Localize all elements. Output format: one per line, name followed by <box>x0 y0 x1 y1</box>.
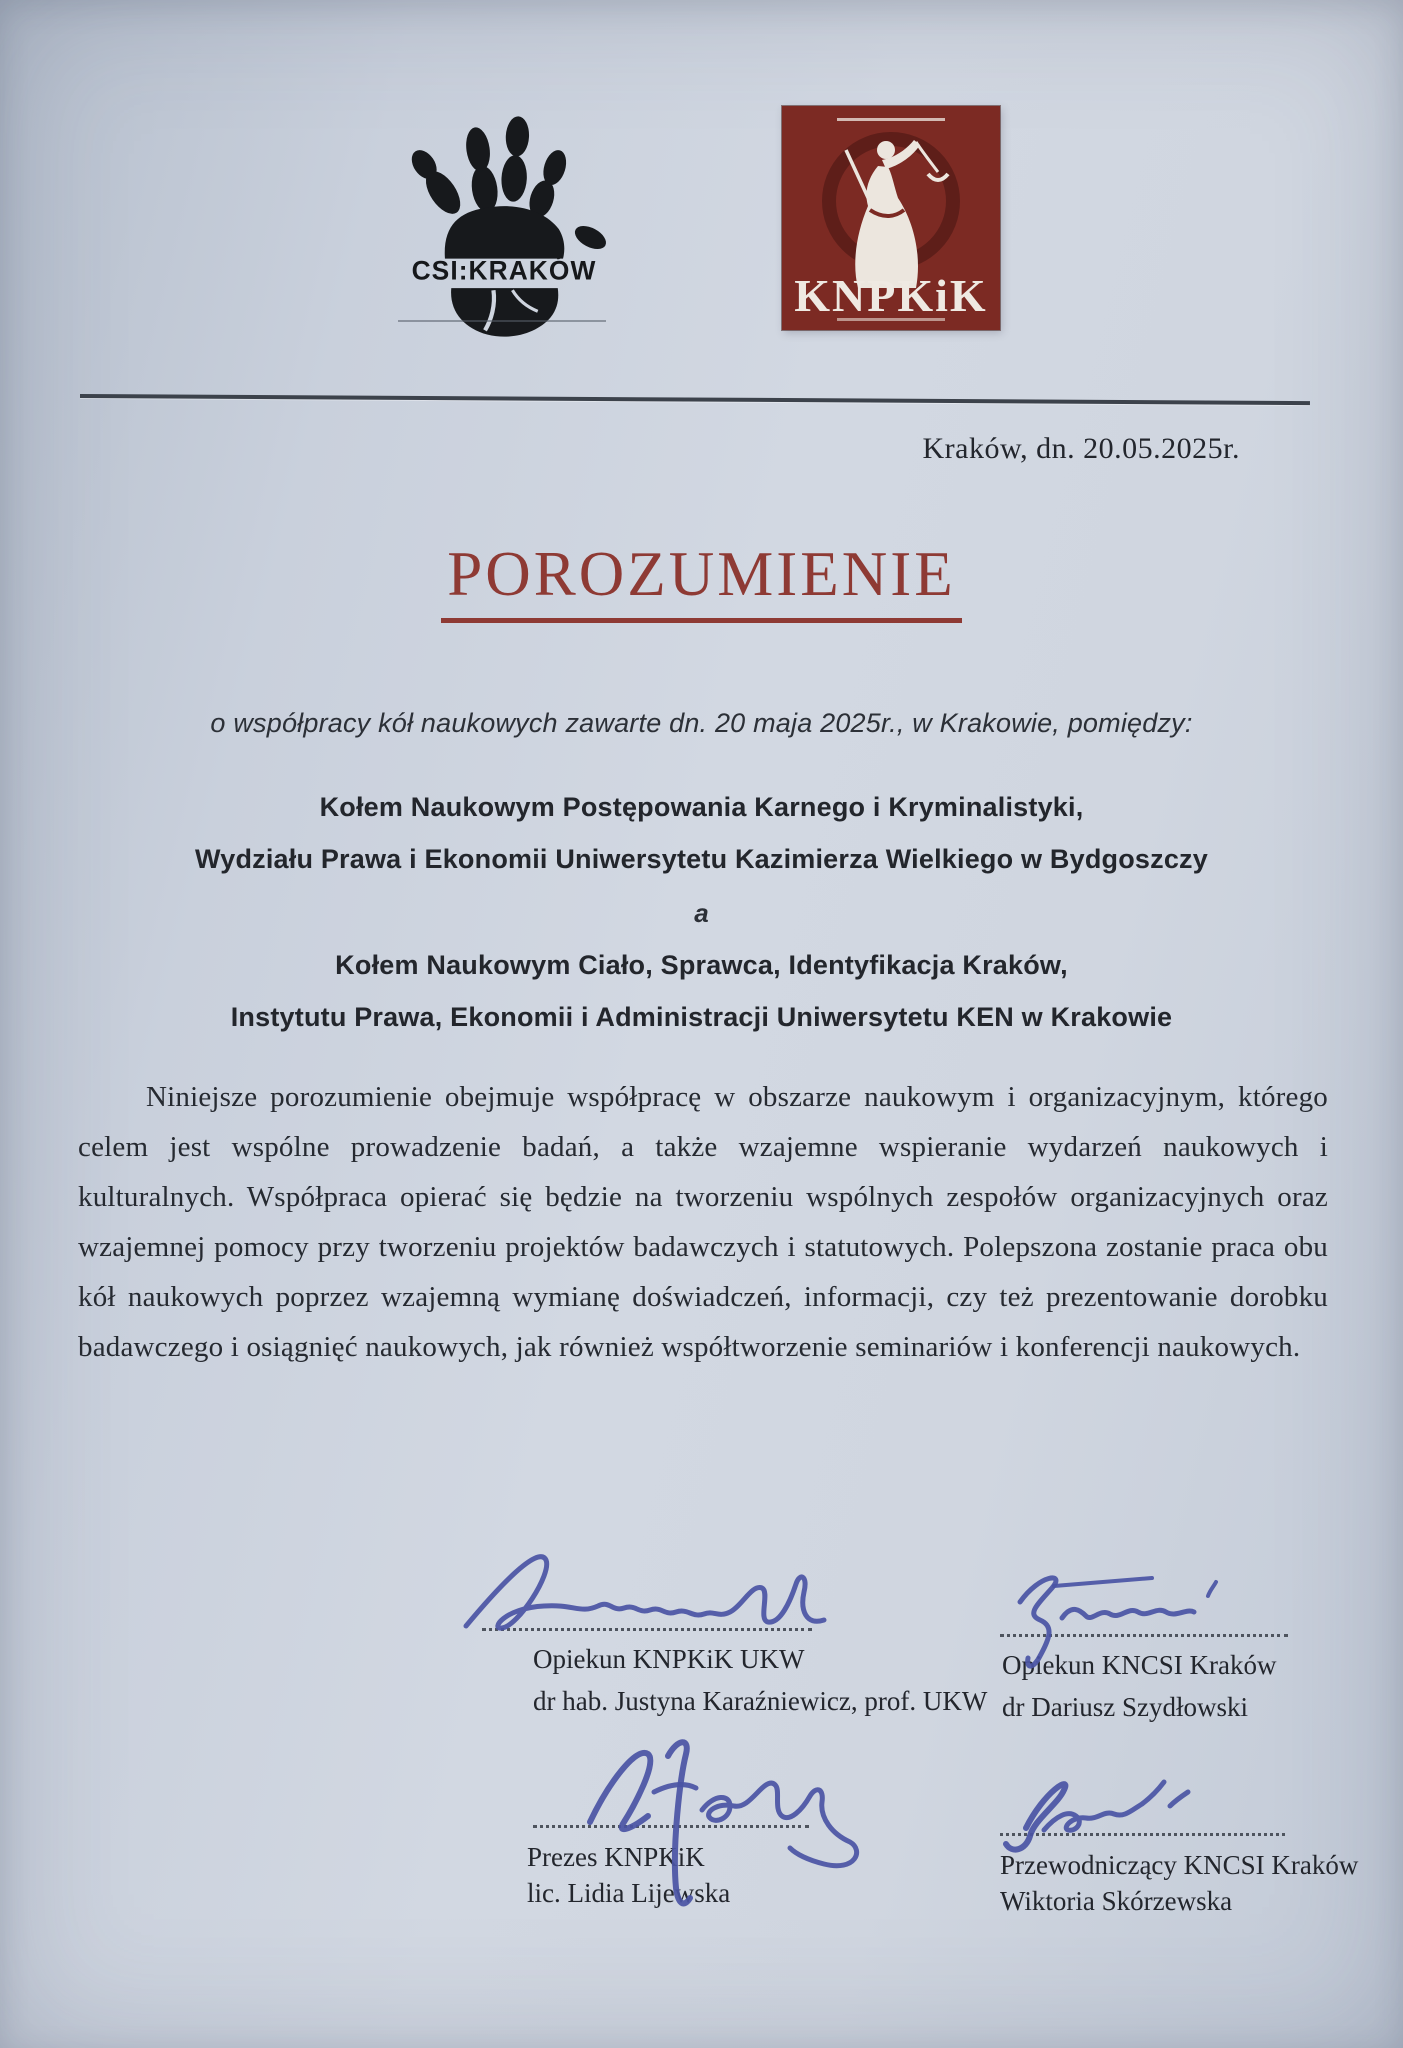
page-title: POROZUMIENIE <box>441 538 961 623</box>
signature-skorzewska <box>992 1766 1222 1866</box>
signature-lijewska <box>572 1726 862 1916</box>
signature-name: dr hab. Justyna Karaźniewicz, prof. UKW <box>533 1686 988 1716</box>
signature-name: lic. Lidia Lijewska <box>527 1878 731 1908</box>
party2-line2: Instytutu Prawa, Ekonomii i Administracji Uniwersytetu KEN w Krakowie <box>230 1002 1173 1032</box>
handprint-underline <box>398 320 606 322</box>
signature-role: Opiekun KNPKiK UKW <box>533 1644 805 1674</box>
signature-szydlowski <box>992 1562 1242 1672</box>
knpkik-label: KNPKiK <box>794 270 988 321</box>
date-line: Kraków, dn. 20.05.2025r. <box>922 432 1240 465</box>
handprint-icon <box>388 92 620 330</box>
party1-line2: Wydziału Prawa i Ekonomii Uniwersytetu Kazimierza Wielkiego w Bydgoszczy <box>195 844 1208 874</box>
signature-name: Wiktoria Skórzewska <box>1000 1886 1233 1916</box>
signature-role: Opiekun KNCSI Kraków <box>1002 1650 1277 1680</box>
body-paragraph: Niniejsze porozumienie obejmuje współpracę w obszarze naukowym i organizacyjnym, którego celem jest wspólne prowadzenie badań, a także wzajemne wspieranie wydarzeń naukowych i kulturalnych. Współpraca opierać się będzie na tworzeniu wspólnych zespołów organizacyjnych oraz wzajemnej pomocy przy tworzeniu projektów badawczych i statutowych. Polepszona zostanie praca obu kół naukowych poprzez wzajemną wymianę doświadczeń, informacji, czy też prezentowanie dorobku badawczego i osiągnięć naukowych, jak również współtworzenie seminariów i konferencji naukowych. <box>78 1081 1328 1363</box>
signature-name: dr Dariusz Szydłowski <box>1002 1692 1248 1722</box>
title-wrap <box>0 538 1403 623</box>
signature-role: Przewodniczący KNCSI Kraków <box>1000 1850 1359 1880</box>
knpkik-logo <box>782 106 1000 330</box>
conjunction: a <box>694 898 709 928</box>
party1-line1: Kołem Naukowym Postępowania Karnego i Kryminalistyki, <box>319 792 1084 822</box>
signature-karazniewicz <box>452 1542 832 1652</box>
header-rule <box>80 394 1310 405</box>
csi-krakow-label: CSI:KRAKÓW <box>411 255 597 286</box>
signature-role: Prezes KNPKiK <box>527 1842 705 1872</box>
intro-line: o współpracy kół naukowych zawarte dn. 20 maja 2025r., w Krakowie, pomiędzy: <box>210 708 1193 738</box>
party2-line1: Kołem Naukowym Ciało, Sprawca, Identyfikacja Kraków, <box>335 950 1068 980</box>
